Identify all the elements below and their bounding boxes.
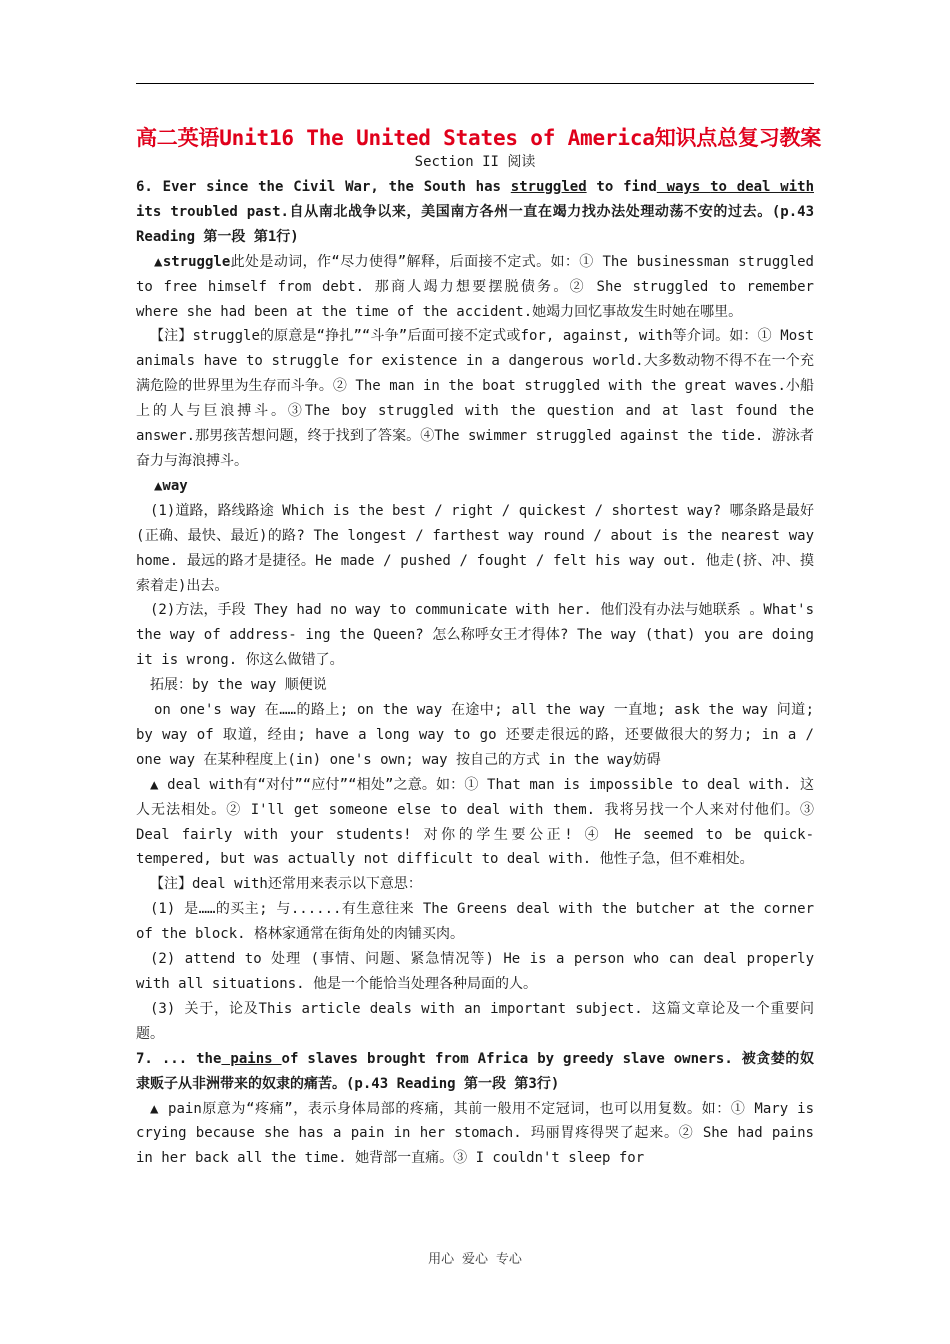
pain-paragraph: ▲ pain原意为“疼痛”，表示身体局部的疼痛，其前一般用不定冠词，也可以用复数。如：① Mary is crying because she has a pain in her stomach. 玛丽胃疼得哭了起来。② She had pains in her back all the time. 她背部一直痛。③ I couldn't sleep for [136,1100,814,1167]
sentence-6-part: its troubled past.自从南北战争以来，美国南方各州一直在竭力找办法处理动荡不安的过去。(p.43 Reading 第一段 第1行) [136,203,814,245]
struggle-heading: ▲struggle [154,253,231,270]
header-rule [136,83,814,84]
way-extension-heading: 拓展：by the way 顺便说 [150,677,327,694]
struggle-note-paragraph [136,324,814,473]
sentence-6-part: 6. Ever since the Civil War, the South has [136,179,511,195]
underlined-struggled: struggled [510,179,587,195]
document-body [136,124,822,1171]
note-marker: 【注】 [150,328,193,345]
struggle-text: 此处是动词，作“尽力使得”解释，后面接不定式。如：① The businessman struggled to free himself from debt. 那商人竭力想要摆脱债务。② She struggled to remember where she had been at the time of the accident.她竭力回忆事故发生时她在哪里。 [136,253,814,320]
section-subtitle: Section II 阅读 [414,154,536,170]
underlined-to: to [710,179,727,195]
underlined-deal-with: deal with [726,179,814,195]
deal-with-paragraph: ▲ deal with有“对付”“应付”“相处”之意。如：① That man is impossible to deal with. 这人无法相处。② I'll get someone else to deal with them. 我将另找一个人来对付他们。③ Deal fairly with your students! 对你的学生要公正! ④ He seemed to be quick- tempered, but was actually not difficult to deal with. 他性子急，但不难相处。 [136,776,814,868]
sentence-6-part: to find [586,179,657,195]
struggle-note-text: struggle的原意是“挣扎”“斗争”后面可接不定式或for, against, with等介词。如：① Most animals have to struggle for existence in a dangerous world.大多数动物不得不在一个充满危险的世界里为生存而斗争。② The man in the boat struggled with the great waves.小船上的人与巨浪搏斗。③The boy struggled with the question and at last found the answer.那男孩苦想问题，终于找到了答案。④The swimmer struggled against the tide. 游泳者奋力与海浪搏斗。 [136,328,815,469]
deal-with-meaning-2: (2) attend to 处理 (事情、问题、紧急情况等) He is a person who can deal properly with all situations. 他是一个能恰当处理各种局面的人。 [136,951,814,992]
deal-with-meaning-1: (1) 是……的买主; 与......有生意往来 The Greens deal with the butcher at the corner of the block. 格林家通常在街角处的肉铺买肉。 [136,901,814,943]
way-meaning-1: (1)道路，路线路途 Which is the best / right / quickest / shortest way? 哪条路是最好(正确、最快、最近)的路? The longest / farthest way round / about is the nearest way home. 最远的路才是捷径。He made / pushed / fought / felt his way out. 他走(挤、冲、摸索着走)出去。 [136,502,814,594]
document-title: 高二英语Unit16 The United States of America知识点总复习教案 [136,126,822,150]
sentence-7-part: of slaves brought from Africa by greedy slave owners. 被贪婪的奴隶贩子从非洲带来的奴隶的痛苦。(p.43 Reading 第一段 第3行) [136,1050,814,1092]
way-extension-text: on one's way 在……的路上; on the way 在途中; all the way 一直地; ask the way 问道; by way of 取道，经由; have a long way to go 还要走很远的路，还要做很大的努力; in a / one way 在某种程度上(in) one's own; way 按自己的方式 in the way妨碍 [136,702,814,768]
struggle-paragraph [136,250,814,325]
way-heading: ▲way [154,477,188,494]
page-footer: 用心 爱心 专心 [428,1252,522,1267]
underlined-ways: ways [656,179,711,195]
sentence-7-part: 7. ... the [136,1050,222,1067]
sentence-6 [136,175,814,250]
underlined-pains: pains [221,1050,282,1067]
way-meaning-2: (2)方法，手段 They had no way to communicate with her. 他们没有办法与她联系 。What's the way of address- ing the Queen? 怎么称呼女王才得体? The way (that) you are doing it is wrong. 你这么做错了。 [136,602,814,669]
sentence-7 [136,1047,814,1097]
deal-with-meaning-3: (3) 关于，论及This article deals with an important subject. 这篇文章论及一个重要问题。 [136,1000,814,1042]
deal-with-note: 【注】deal with还常用来表示以下意思： [150,876,422,893]
